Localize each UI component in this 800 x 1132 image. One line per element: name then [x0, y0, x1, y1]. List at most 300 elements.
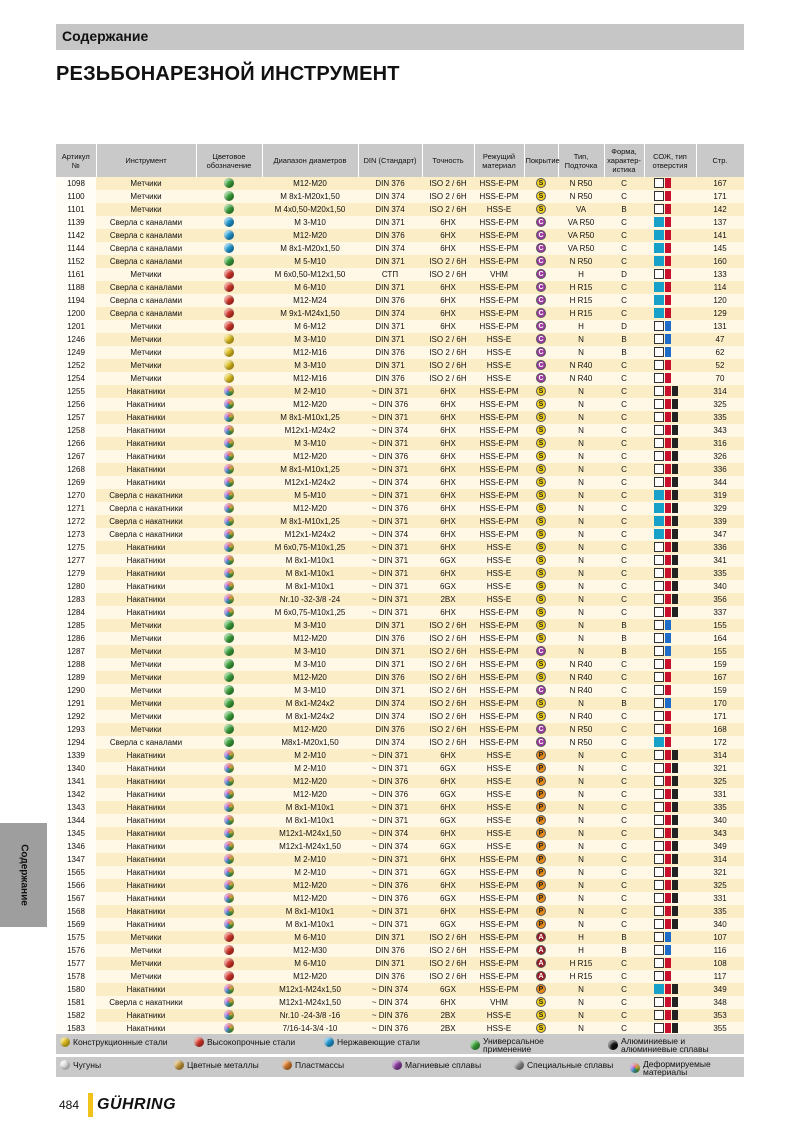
coating-badge-icon: S: [536, 529, 546, 539]
cell-page: 340: [696, 580, 744, 593]
coating-badge-icon: A: [536, 945, 546, 955]
cell-type: N: [558, 775, 604, 788]
cell-din: ~ DIN 376: [358, 775, 422, 788]
cell-art: 1098: [56, 177, 96, 190]
cell-range: M 6-M10: [262, 931, 358, 944]
cell-coolant: [644, 359, 696, 372]
coating-badge-icon: P: [536, 919, 546, 929]
cell-tol: 6HX: [422, 801, 474, 814]
coolant-hole-icon: [654, 763, 686, 773]
cell-mat: HSS-E-PM: [474, 684, 524, 697]
cell-art: 1565: [56, 866, 96, 879]
cell-range: M 8x1-M24x2: [262, 710, 358, 723]
cell-din: DIN 376: [358, 944, 422, 957]
cell-color: [196, 957, 262, 970]
material-ball-icon: [224, 412, 234, 422]
cell-type: N: [558, 619, 604, 632]
cell-coolant: [644, 281, 696, 294]
cell-range: M12x1-M24x1,50: [262, 840, 358, 853]
coating-badge-icon: C: [536, 685, 546, 695]
table-row: [56, 762, 744, 775]
cell-mat: HSS-E-PM: [474, 879, 524, 892]
coating-badge-icon: C: [536, 295, 546, 305]
cell-color: [196, 944, 262, 957]
table-row: [56, 307, 744, 320]
material-ball-icon: [224, 490, 234, 500]
material-ball-icon: [224, 581, 234, 591]
material-ball-icon: [224, 776, 234, 786]
material-ball-icon: [224, 347, 234, 357]
cell-range: M 3-M10: [262, 437, 358, 450]
material-ball-icon: [224, 698, 234, 708]
cell-tol: 6HX: [422, 216, 474, 229]
cell-art: 1568: [56, 905, 96, 918]
cell-form: C: [604, 827, 644, 840]
cell-range: M12-M20: [262, 177, 358, 190]
cell-form: C: [604, 372, 644, 385]
coolant-hole-icon: [654, 438, 686, 448]
coating-badge-icon: C: [536, 308, 546, 318]
coating-badge-icon: S: [536, 204, 546, 214]
cell-type: N: [558, 450, 604, 463]
table-row: [56, 372, 744, 385]
cell-mat: HSS-E-PM: [474, 619, 524, 632]
cell-coating: [524, 281, 558, 294]
cell-form: B: [604, 632, 644, 645]
cell-color: [196, 190, 262, 203]
cell-type: N R50: [558, 736, 604, 749]
cell-coating: [524, 502, 558, 515]
coating-badge-icon: C: [536, 373, 546, 383]
cell-page: 331: [696, 892, 744, 905]
cell-coating: [524, 801, 558, 814]
cell-page: 316: [696, 437, 744, 450]
table-row: [56, 931, 744, 944]
cell-mat: HSS-E-PM: [474, 190, 524, 203]
cell-coolant: [644, 580, 696, 593]
cell-coolant: [644, 424, 696, 437]
legend-label: Универсальное применение: [483, 1036, 544, 1054]
cell-range: M 9x1-M24x1,50: [262, 307, 358, 320]
material-ball-icon: [224, 971, 234, 981]
cell-tol: ISO 2 / 6H: [422, 970, 474, 983]
cell-coating: [524, 762, 558, 775]
cell-din: DIN 371: [358, 255, 422, 268]
cell-color: [196, 281, 262, 294]
cell-color: [196, 684, 262, 697]
cell-art: 1258: [56, 424, 96, 437]
cell-color: [196, 853, 262, 866]
cell-color: [196, 541, 262, 554]
coolant-hole-icon: [654, 971, 686, 981]
coating-badge-icon: C: [536, 360, 546, 370]
cell-type: H: [558, 931, 604, 944]
column-header: Цветовое обозначение: [196, 144, 262, 177]
cell-tool: Метчики: [96, 931, 196, 944]
coolant-hole-icon: [654, 776, 686, 786]
cell-art: 1292: [56, 710, 96, 723]
cell-tol: 2BX: [422, 1022, 474, 1035]
cell-art: 1249: [56, 346, 96, 359]
cell-color: [196, 1009, 262, 1022]
cell-type: N: [558, 853, 604, 866]
cell-tol: 6HX: [422, 424, 474, 437]
cell-color: [196, 450, 262, 463]
coating-badge-icon: C: [536, 256, 546, 266]
cell-page: 325: [696, 398, 744, 411]
coolant-hole-icon: [654, 191, 686, 201]
cell-art: 1341: [56, 775, 96, 788]
cell-art: 1582: [56, 1009, 96, 1022]
table-row: [56, 216, 744, 229]
cell-color: [196, 983, 262, 996]
cell-tol: 6GX: [422, 892, 474, 905]
cell-din: ~ DIN 371: [358, 385, 422, 398]
coating-badge-icon: A: [536, 958, 546, 968]
cell-color: [196, 242, 262, 255]
cell-art: 1256: [56, 398, 96, 411]
cell-type: N: [558, 385, 604, 398]
cell-page: 321: [696, 866, 744, 879]
cell-tol: 6HX: [422, 528, 474, 541]
column-header: Артикул №: [56, 144, 96, 177]
cell-tool: Накатники: [96, 1022, 196, 1035]
cell-form: C: [604, 736, 644, 749]
cell-art: 1567: [56, 892, 96, 905]
cell-coolant: [644, 216, 696, 229]
cell-color: [196, 528, 262, 541]
cell-range: M12x1-M24x2: [262, 424, 358, 437]
cell-art: 1290: [56, 684, 96, 697]
coating-badge-icon: S: [536, 178, 546, 188]
cell-coolant: [644, 684, 696, 697]
cell-coating: [524, 359, 558, 372]
cell-art: 1246: [56, 333, 96, 346]
cell-type: H: [558, 944, 604, 957]
cell-coolant: [644, 242, 696, 255]
cell-coating: [524, 645, 558, 658]
material-ball-icon: [224, 529, 234, 539]
legend-item: [470, 1037, 593, 1053]
cell-tool: Накатники: [96, 827, 196, 840]
column-header: Инструмент: [96, 144, 196, 177]
cell-tol: ISO 2 / 6H: [422, 645, 474, 658]
cell-tool: Накатники: [96, 749, 196, 762]
cell-tool: Накатники: [96, 437, 196, 450]
cell-form: B: [604, 697, 644, 710]
cell-form: C: [604, 957, 644, 970]
coating-badge-icon: P: [536, 828, 546, 838]
cell-type: N R50: [558, 177, 604, 190]
cell-type: H: [558, 320, 604, 333]
coolant-hole-icon: [654, 178, 686, 188]
cell-coating: [524, 788, 558, 801]
cell-color: [196, 424, 262, 437]
cell-art: 1144: [56, 242, 96, 255]
cell-color: [196, 346, 262, 359]
cell-coolant: [644, 333, 696, 346]
coating-badge-icon: P: [536, 880, 546, 890]
cell-color: [196, 398, 262, 411]
cell-coating: [524, 411, 558, 424]
cell-range: M12x1-M24x1,50: [262, 983, 358, 996]
cell-form: C: [604, 502, 644, 515]
table-row: [56, 606, 744, 619]
cell-tol: 6HX: [422, 476, 474, 489]
coolant-hole-icon: [654, 841, 686, 851]
cell-tool: Метчики: [96, 177, 196, 190]
legend-label: Алюминиевые и алюминиевые сплавы: [621, 1036, 709, 1054]
cell-range: M12-M20: [262, 775, 358, 788]
cell-tol: 6HX: [422, 463, 474, 476]
cell-type: N: [558, 489, 604, 502]
coolant-hole-icon: [654, 308, 686, 318]
material-ball-icon: [224, 737, 234, 747]
cell-type: N: [558, 463, 604, 476]
material-ball-icon: [224, 178, 234, 188]
cell-color: [196, 255, 262, 268]
coolant-hole-icon: [654, 412, 686, 422]
cell-coating: [524, 918, 558, 931]
cell-mat: HSS-E-PM: [474, 515, 524, 528]
coating-badge-icon: C: [536, 217, 546, 227]
cell-coolant: [644, 905, 696, 918]
table-row: [56, 671, 744, 684]
cell-din: ~ DIN 376: [358, 450, 422, 463]
material-ball-icon: [224, 815, 234, 825]
cell-range: M 3-M10: [262, 359, 358, 372]
material-ball-icon: [224, 191, 234, 201]
material-ball-icon: [224, 711, 234, 721]
cell-type: N: [558, 567, 604, 580]
cell-din: DIN 371: [358, 333, 422, 346]
coating-badge-icon: C: [536, 243, 546, 253]
cell-color: [196, 801, 262, 814]
cell-coating: [524, 1009, 558, 1022]
cell-form: B: [604, 346, 644, 359]
cell-mat: HSS-E: [474, 346, 524, 359]
cell-mat: HSS-E-PM: [474, 398, 524, 411]
legend-label: Чугуны: [73, 1060, 102, 1070]
cell-art: 1345: [56, 827, 96, 840]
cell-mat: HSS-E: [474, 580, 524, 593]
cell-tool: Сверла с каналами: [96, 242, 196, 255]
cell-coolant: [644, 723, 696, 736]
cell-range: M 4x0,50-M20x1,50: [262, 203, 358, 216]
cell-range: M 6-M10: [262, 281, 358, 294]
table-row: [56, 229, 744, 242]
cell-form: C: [604, 281, 644, 294]
cell-art: 1279: [56, 567, 96, 580]
cell-tool: Метчики: [96, 645, 196, 658]
coolant-hole-icon: [654, 919, 686, 929]
coolant-hole-icon: [654, 685, 686, 695]
cell-coating: [524, 203, 558, 216]
cell-coolant: [644, 879, 696, 892]
cell-coolant: [644, 957, 696, 970]
cell-din: ~ DIN 371: [358, 567, 422, 580]
cell-mat: HSS-E-PM: [474, 736, 524, 749]
cell-din: DIN 371: [358, 216, 422, 229]
material-ball-icon: [224, 464, 234, 474]
section-label: Содержание: [62, 28, 149, 44]
legend-item: [608, 1037, 731, 1053]
cell-din: DIN 371: [358, 957, 422, 970]
table-row: [56, 567, 744, 580]
material-ball-icon: [224, 373, 234, 383]
coolant-hole-icon: [654, 529, 686, 539]
cell-form: B: [604, 931, 644, 944]
cell-coating: [524, 671, 558, 684]
cell-color: [196, 931, 262, 944]
cell-type: VA R50: [558, 229, 604, 242]
cell-coating: [524, 866, 558, 879]
cell-type: N: [558, 398, 604, 411]
cell-range: M 5-M10: [262, 255, 358, 268]
cell-page: 314: [696, 853, 744, 866]
table-row: [56, 242, 744, 255]
cell-mat: HSS-E-PM: [474, 294, 524, 307]
cell-type: N R40: [558, 658, 604, 671]
cell-art: 1343: [56, 801, 96, 814]
cell-page: 62: [696, 346, 744, 359]
material-ball-icon: [224, 1010, 234, 1020]
cell-page: 167: [696, 177, 744, 190]
cell-din: ~ DIN 374: [358, 476, 422, 489]
coating-badge-icon: S: [536, 607, 546, 617]
cell-form: B: [604, 333, 644, 346]
cell-color: [196, 970, 262, 983]
cell-type: VA: [558, 203, 604, 216]
cell-range: M 8x1-M10x1: [262, 567, 358, 580]
coolant-hole-icon: [654, 399, 686, 409]
cell-page: 339: [696, 515, 744, 528]
cell-color: [196, 307, 262, 320]
cell-art: 1200: [56, 307, 96, 320]
cell-tool: Накатники: [96, 554, 196, 567]
side-tab[interactable]: [0, 823, 47, 927]
cell-tol: 2BX: [422, 1009, 474, 1022]
cell-page: 335: [696, 567, 744, 580]
table-row: [56, 1009, 744, 1022]
cell-form: C: [604, 541, 644, 554]
cell-page: 171: [696, 190, 744, 203]
table-row: [56, 944, 744, 957]
cell-range: M 2-M10: [262, 853, 358, 866]
cell-coolant: [644, 1009, 696, 1022]
cell-tol: 6HX: [422, 502, 474, 515]
cell-coating: [524, 476, 558, 489]
column-header: DIN (Стандарт): [358, 144, 422, 177]
cell-tool: Накатники: [96, 424, 196, 437]
cell-range: M 8x1-M10x1: [262, 918, 358, 931]
table-row: [56, 684, 744, 697]
brand-name: GÜHRING: [97, 1096, 177, 1113]
coolant-hole-icon: [654, 321, 686, 331]
coolant-hole-icon: [654, 724, 686, 734]
cell-tol: 6HX: [422, 515, 474, 528]
cell-din: ~ DIN 376: [358, 502, 422, 515]
coating-badge-icon: S: [536, 477, 546, 487]
cell-range: M 8x1-M10x1,25: [262, 411, 358, 424]
cell-tol: 6HX: [422, 775, 474, 788]
coolant-hole-icon: [654, 386, 686, 396]
cell-range: M12-M20: [262, 229, 358, 242]
cell-type: N: [558, 762, 604, 775]
cell-page: 168: [696, 723, 744, 736]
coating-badge-icon: C: [536, 334, 546, 344]
material-ball-icon: [224, 308, 234, 318]
cell-color: [196, 216, 262, 229]
cell-range: M 6x0,75-M10x1,25: [262, 606, 358, 619]
cell-tool: Метчики: [96, 632, 196, 645]
cell-coolant: [644, 866, 696, 879]
cell-tool: Метчики: [96, 944, 196, 957]
cell-art: 1271: [56, 502, 96, 515]
cell-range: M 8x1-M10x1,25: [262, 515, 358, 528]
cell-tol: ISO 2 / 6H: [422, 957, 474, 970]
cell-coolant: [644, 307, 696, 320]
coating-badge-icon: C: [536, 347, 546, 357]
cell-coating: [524, 827, 558, 840]
coolant-hole-icon: [654, 932, 686, 942]
cell-type: N: [558, 879, 604, 892]
cell-form: C: [604, 424, 644, 437]
cell-type: N: [558, 632, 604, 645]
table-row: [56, 528, 744, 541]
material-ball-icon: [224, 204, 234, 214]
cell-tool: Накатники: [96, 840, 196, 853]
material-ball-icon: [224, 646, 234, 656]
material-ball-icon: [224, 282, 234, 292]
cell-color: [196, 359, 262, 372]
cell-page: 133: [696, 268, 744, 281]
table-row: [56, 450, 744, 463]
coating-badge-icon: S: [536, 516, 546, 526]
cell-mat: HSS-E: [474, 788, 524, 801]
coating-badge-icon: P: [536, 815, 546, 825]
cell-tool: Накатники: [96, 905, 196, 918]
cell-din: DIN 376: [358, 346, 422, 359]
cell-din: ~ DIN 374: [358, 424, 422, 437]
cell-coolant: [644, 658, 696, 671]
table-row: [56, 554, 744, 567]
table-row: [56, 775, 744, 788]
cell-type: N R40: [558, 671, 604, 684]
cell-range: M 8x1-M10x1: [262, 814, 358, 827]
table-row: [56, 814, 744, 827]
coating-badge-icon: S: [536, 568, 546, 578]
table-row: [56, 827, 744, 840]
material-ball-icon: [224, 893, 234, 903]
coolant-hole-icon: [654, 516, 686, 526]
cell-color: [196, 372, 262, 385]
table-row: [56, 255, 744, 268]
cell-coating: [524, 619, 558, 632]
cell-din: ~ DIN 371: [358, 801, 422, 814]
cell-tol: 6HX: [422, 281, 474, 294]
cell-form: C: [604, 554, 644, 567]
coating-badge-icon: A: [536, 971, 546, 981]
legend-row-1: [56, 1034, 744, 1054]
coating-badge-icon: S: [536, 633, 546, 643]
cell-type: N R40: [558, 372, 604, 385]
cell-range: M12x1-M24x1,50: [262, 996, 358, 1009]
cell-page: 47: [696, 333, 744, 346]
cell-coating: [524, 944, 558, 957]
cell-mat: VHM: [474, 996, 524, 1009]
cell-art: 1139: [56, 216, 96, 229]
